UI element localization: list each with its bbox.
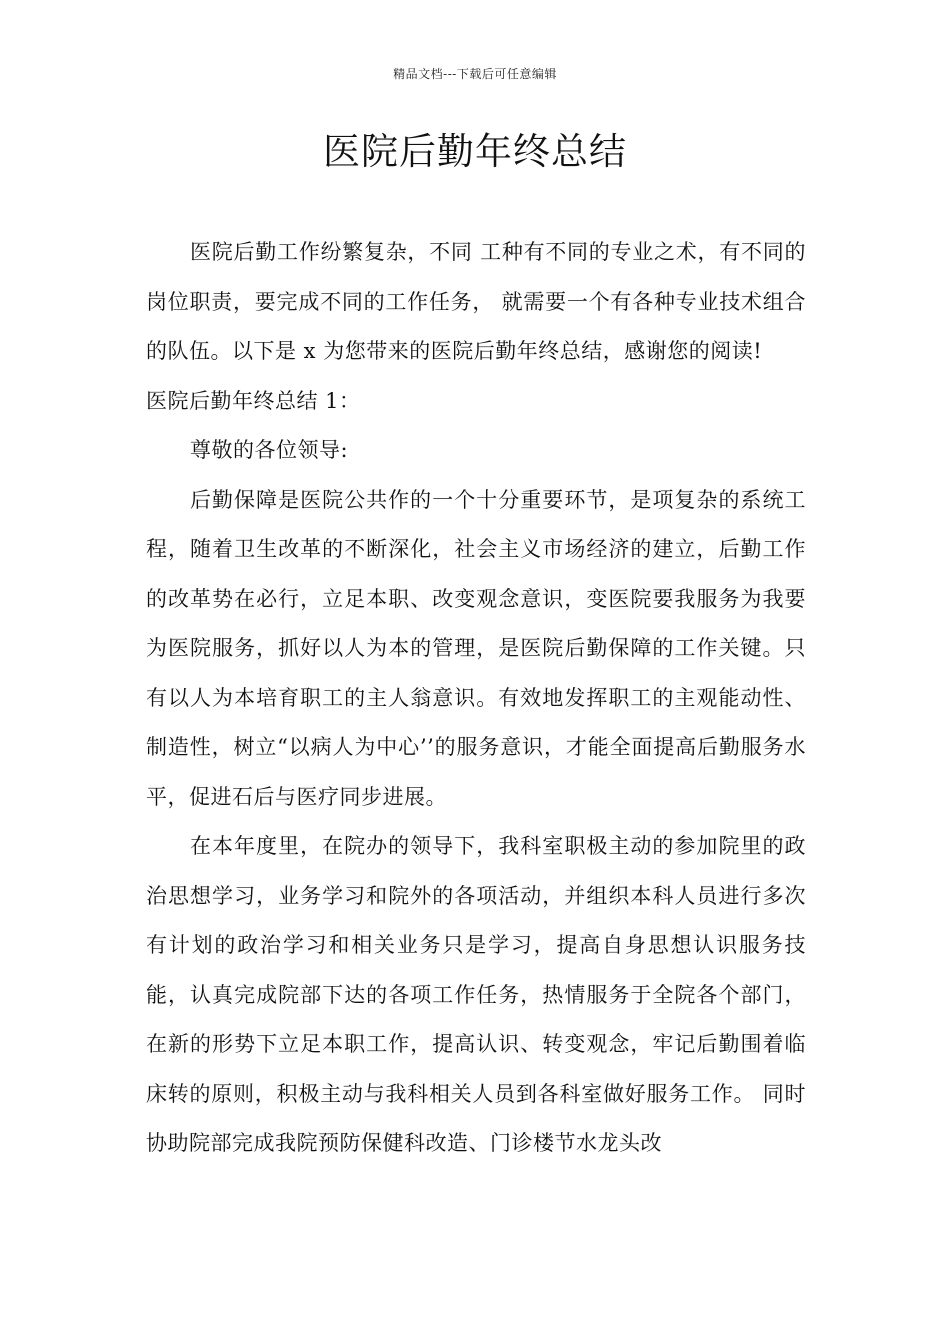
document-title: 医院后勤年终总结: [323, 130, 627, 173]
document-body: [146, 228, 806, 1169]
salutation: 尊敬的各位领导:: [190, 438, 349, 462]
intro-paragraph: 医院后勤工作纷繁复杂，不同 工种有不同的专业之术，有不同的岗位职责，要完成不同的工作任务， 就需要一个有各种专业技术组合的队伍。以下是 x 为您带来的医院后勤年终总结，感谢您的阅读!: [146, 240, 806, 363]
section-heading: 医院后勤年终总结 1：: [146, 388, 361, 413]
body-paragraph: 在本年度里，在院办的领导下，我科室职极主动的参加院里的政治思想学习，业务学习和院外的各项活动，并组织本科人员进行多次有计划的政治学习和相关业务只是学习，提高自身思想认识服务技能，认真完成院部下达的各项工作任务，热情服务于全院各个部门，在新的形势下立足本职工作，提高认识、转变观念，牢记后勤围着临床转的原则，积极主动与我科相关人员到各科室做好服务工作。 同时协助院部完成我院预防保健科改造、门诊楼节水龙头改: [146, 834, 806, 1155]
header-note: 精品文档---下载后可任意编辑: [393, 67, 557, 81]
body-paragraph: 后勤保障是医院公共作的一个十分重要环节，是项复杂的系统工程，随着卫生改革的不断深化，社会主义市场经济的建立，后勤工作的改革势在必行，立足本职、改变观念意识，变医院要我服务为我要为医院服务，抓好以人为本的管理，是医院后勤保障的工作关键。只有以人为本培育职工的主人翁意识。有效地发挥职工的主观能动性、制造性，树立“以病人为中心’’的服务意识，才能全面提高后勤服务水平，促进石后与医疗同步进展。: [146, 487, 806, 809]
